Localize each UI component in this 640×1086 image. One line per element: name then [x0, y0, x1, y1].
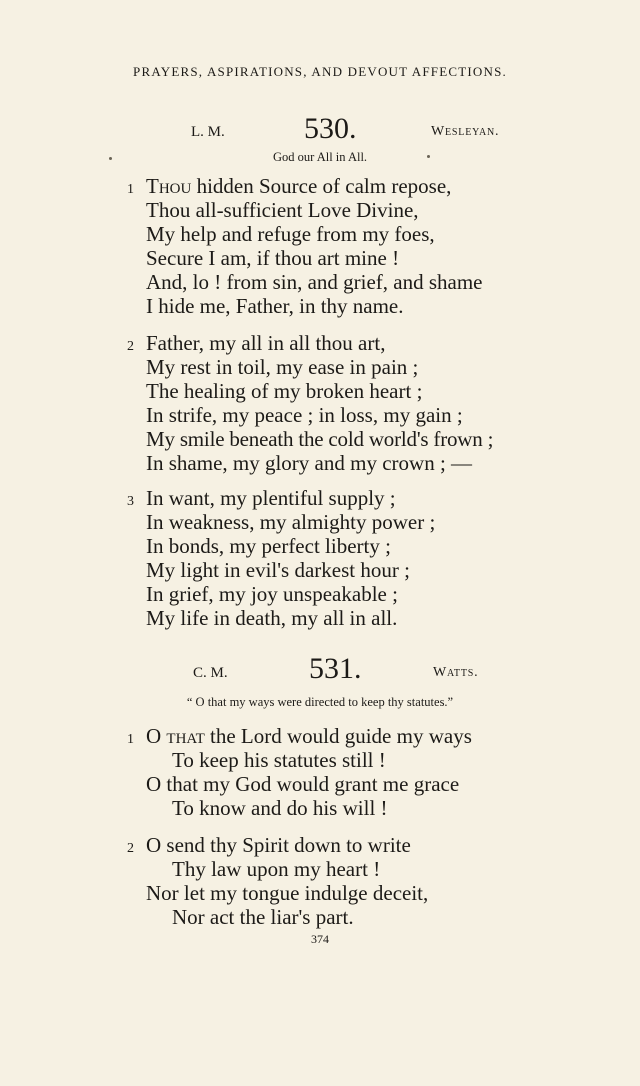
verse-line: To know and do his will ! [172, 796, 388, 820]
verse-line: Thou all-sufficient Love Divine, [146, 198, 419, 222]
verse-line: Thou hidden Source of calm repose, [146, 174, 452, 198]
hymn-author: Wesleyan. [431, 124, 500, 139]
hymn-number: 531. [309, 652, 362, 685]
verse-line: The healing of my broken heart ; [146, 379, 423, 403]
hymn-meter: L. M. [191, 124, 225, 140]
verse-line: My life in death, my all in all. [146, 606, 398, 630]
verse-line: Nor act the liar's part. [172, 905, 354, 929]
verse-line: O that the Lord would guide my ways [146, 724, 472, 748]
verse-number: 1 [127, 182, 134, 197]
verse-line: In weakness, my almighty power ; [146, 510, 436, 534]
hymn-author: Watts. [433, 665, 479, 680]
verse-number: 2 [127, 841, 134, 856]
verse-line: Father, my all in all thou art, [146, 331, 386, 355]
verse-line: Thy law upon my heart ! [172, 857, 381, 881]
verse-line: My rest in toil, my ease in pain ; [146, 355, 419, 379]
hymn-number: 530. [304, 112, 357, 145]
verse-line: In want, my plentiful supply ; [146, 486, 396, 510]
verse-number: 3 [127, 494, 134, 509]
hymn-531-header [0, 652, 640, 692]
hymn-meter: C. M. [193, 665, 228, 681]
verse-line: O that my God would grant me grace [146, 772, 460, 796]
verse-line: In shame, my glory and my crown ; — [146, 451, 473, 475]
verse-line: And, lo ! from sin, and grief, and shame [146, 270, 483, 294]
verse-line: My light in evil's darkest hour ; [146, 558, 410, 582]
hymn-subtitle: “ O that my ways were directed to keep thy statutes.” [186, 695, 454, 709]
verse-line: I hide me, Father, in thy name. [146, 294, 404, 318]
hymn-subtitle: God our All in All. [272, 150, 368, 164]
verse-line: In bonds, my perfect liberty ; [146, 534, 391, 558]
hymn-530-header [0, 112, 640, 152]
verse-line: Secure I am, if thou art mine ! [146, 246, 400, 270]
verse-line: My help and refuge from my foes, [146, 222, 435, 246]
running-head: PRAYERS, ASPIRATIONS, AND DEVOUT AFFECTIONS. [133, 64, 507, 79]
verse-line: Nor let my tongue indulge deceit, [146, 881, 429, 905]
page-number: 374 [311, 932, 329, 946]
verse-line: In grief, my joy unspeakable ; [146, 582, 398, 606]
first-word: that [166, 724, 205, 748]
verse-number: 2 [127, 339, 134, 354]
verse-line: In strife, my peace ; in loss, my gain ; [146, 403, 463, 427]
printing-speck [427, 155, 430, 158]
verse-line: To keep his statutes still ! [172, 748, 386, 772]
verse-line: O send thy Spirit down to write [146, 833, 411, 857]
verse-line: My smile beneath the cold world's frown ; [146, 427, 494, 451]
verse-number: 1 [127, 732, 134, 747]
first-word: Thou [146, 174, 192, 198]
